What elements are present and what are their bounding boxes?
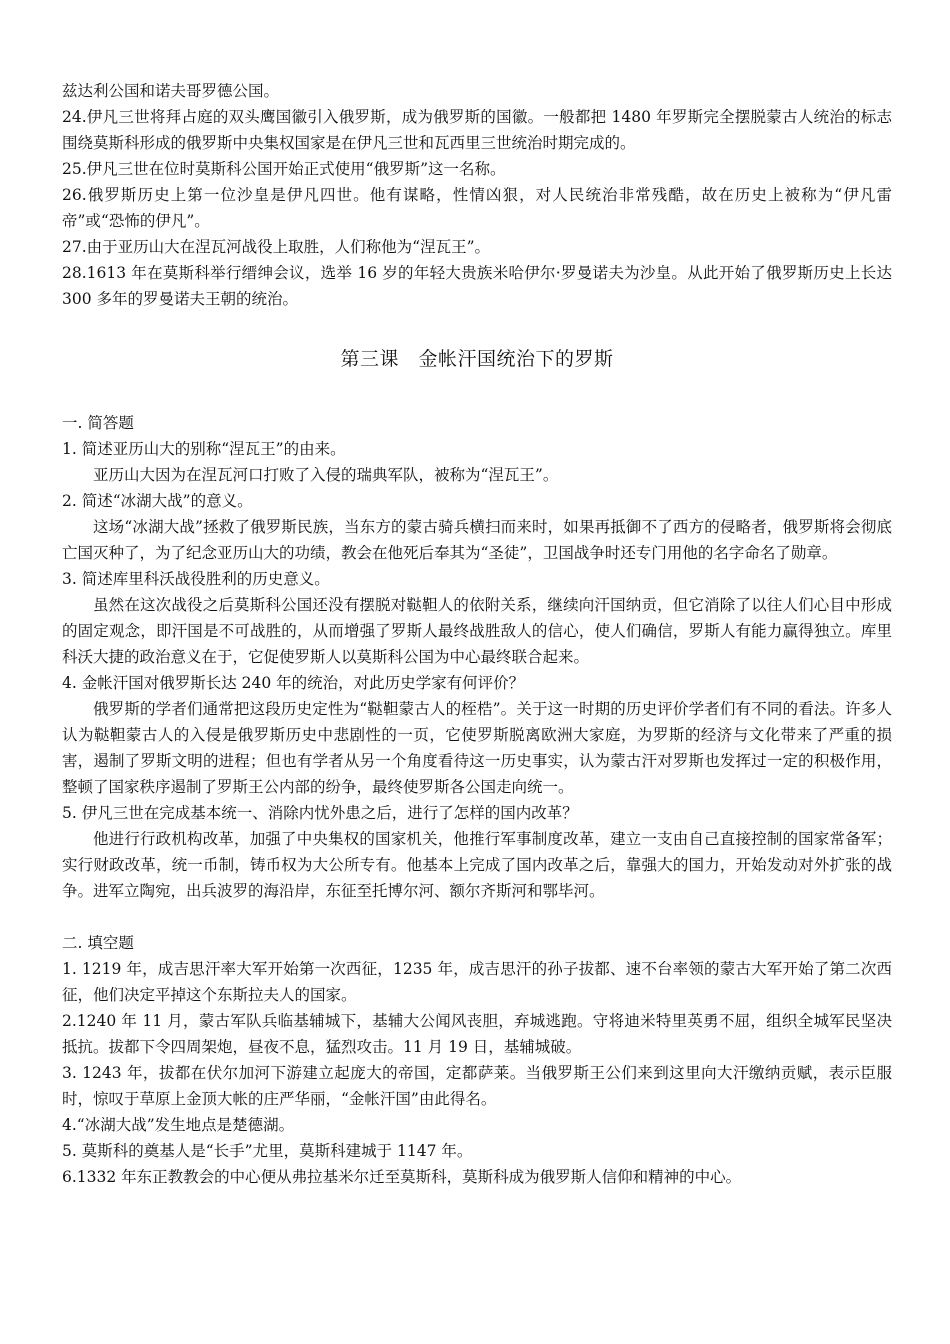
question-3: 3. 简述库里科沃战役胜利的历史意义。 xyxy=(62,570,330,588)
paragraph-item-27: 27.由于亚历山大在涅瓦河战役上取胜，人们称他为“涅瓦王”。 xyxy=(62,238,491,256)
fill-item-4: 4.“冰湖大战”发生地点是楚德湖。 xyxy=(62,1116,295,1134)
fill-item-5: 5. 莫斯科的奠基人是“长手”尤里，莫斯科建城于 1147 年。 xyxy=(62,1142,473,1160)
fill-item-3: 3. 1243 年，拔都在伏尔加河下游建立起庞大的帝国，定都萨莱。当俄罗斯王公们来到这里向大汗缴纳贡赋，表示臣服时，惊叹于草原上金顶大帐的庄严华丽，“金帐汗国”由此得名。 xyxy=(62,1064,892,1108)
question-2: 2. 简述“冰湖大战”的意义。 xyxy=(62,492,253,510)
answer-2: 这场“冰湖大战”拯救了俄罗斯民族，当东方的蒙古骑兵横扫而来时，如果再抵御不了西方的侵略者，俄罗斯将会彻底亡国灭种了，为了纪念亚历山大的功绩，教会在他死后奉其为“圣徒”，卫国战争时还专门用他的名字命名了勋章。 xyxy=(62,518,892,562)
question-4: 4. 金帐汗国对俄罗斯长达 240 年的统治，对此历史学家有何评价？ xyxy=(62,674,525,692)
fill-item-1: 1. 1219 年，成吉思汗率大军开始第一次西征，1235 年，成吉思汗的孙子拔都、速不台率领的蒙古大军开始了第二次西征，他们决定平掉这个东斯拉夫人的国家。 xyxy=(62,960,892,1004)
paragraph-item-25: 25.伊凡三世在位时莫斯科公国开始正式使用“俄罗斯”这一名称。 xyxy=(62,160,506,178)
question-1: 1. 简述亚历山大的别称“涅瓦王”的由来。 xyxy=(62,440,346,458)
lesson-title: 第三课 金帐汗国统治下的罗斯 xyxy=(340,348,614,370)
answer-4: 俄罗斯的学者们通常把这段历史定性为“鞑靼蒙古人的桎梏”。关于这一时期的历史评价学者们有不同的看法。许多人认为鞑靼蒙古人的入侵是俄罗斯历史中悲剧性的一页，它使罗斯脱离欧洲大家庭，为罗斯的经济与文化带来了严重的损害，遏制了罗斯文明的进程；但也有学者从另一个角度看待这一历史事实，认为蒙古汗对罗斯也发挥过一定的积极作用，整顿了国家秩序遏制了罗斯王公内部的纷争，最终使罗斯各公国走向统一。 xyxy=(62,700,892,796)
section-spacer xyxy=(62,904,892,930)
section-heading-short-answer: 一. 简答题 xyxy=(62,414,134,432)
answer-5: 他进行行政机构改革，加强了中央集权的国家机关，他推行军事制度改革，建立一支由自己直接控制的国家常备军；实行财政改革，统一币制，铸币权为大公所专有。他基本上完成了国内改革之后，靠强大的国力，开始发动对外扩张的战争。进军立陶宛，出兵波罗的海沿岸，东征至托博尔河、额尔齐斯河和鄂毕河。 xyxy=(62,830,892,900)
paragraph-item-24: 24.伊凡三世将拜占庭的双头鹰国徽引入俄罗斯，成为俄罗斯的国徽。一般都把 1480 年罗斯完全摆脱蒙古人统治的标志围绕莫斯科形成的俄罗斯中央集权国家是在伊凡三世和瓦西里三世统治时期完成的。 xyxy=(62,108,892,152)
answer-3: 虽然在这次战役之后莫斯科公国还没有摆脱对鞑靼人的依附关系，继续向汗国纳贡，但它消除了以往人们心目中形成的固定观念，即汗国是不可战胜的，从而增强了罗斯人最终战胜敌人的信心，使人们确信，罗斯人有能力赢得独立。库里科沃大捷的政治意义在于，它促使罗斯人以莫斯科公国为中心最终联合起来。 xyxy=(62,596,892,666)
paragraph-continued: 兹达利公国和诺夫哥罗德公国。 xyxy=(62,82,280,100)
paragraph-item-28: 28.1613 年在莫斯科举行缙绅会议，选举 16 岁的年轻大贵族米哈伊尔·罗曼诺夫为沙皇。从此开始了俄罗斯历史上长达 300 多年的罗曼诺夫王朝的统治。 xyxy=(62,264,892,308)
fill-item-6: 6.1332 年东正教教会的中心便从弗拉基米尔迁至莫斯科，莫斯科成为俄罗斯人信仰和精神的中心。 xyxy=(62,1168,742,1186)
answer-1: 亚历山大因为在涅瓦河口打败了入侵的瑞典军队，被称为“涅瓦王”。 xyxy=(93,466,559,484)
question-5: 5. 伊凡三世在完成基本统一、消除内忧外患之后，进行了怎样的国内改革？ xyxy=(62,804,578,822)
paragraph-item-26: 26.俄罗斯历史上第一位沙皇是伊凡四世。他有谋略，性情凶狠，对人民统治非常残酷，故在历史上被称为“伊凡雷帝”或“恐怖的伊凡”。 xyxy=(62,186,892,230)
document-page xyxy=(62,78,892,1190)
fill-item-2: 2.1240 年 11 月，蒙古军队兵临基辅城下，基辅大公闻风丧胆，弃城逃跑。守将迪米特里英勇不屈，组织全城军民坚决抵抗。拔都下令四周架炮，昼夜不息，猛烈攻击。11 月 19 日，基辅城破。 xyxy=(62,1012,892,1056)
section-heading-fill-blank: 二. 填空题 xyxy=(62,934,134,952)
